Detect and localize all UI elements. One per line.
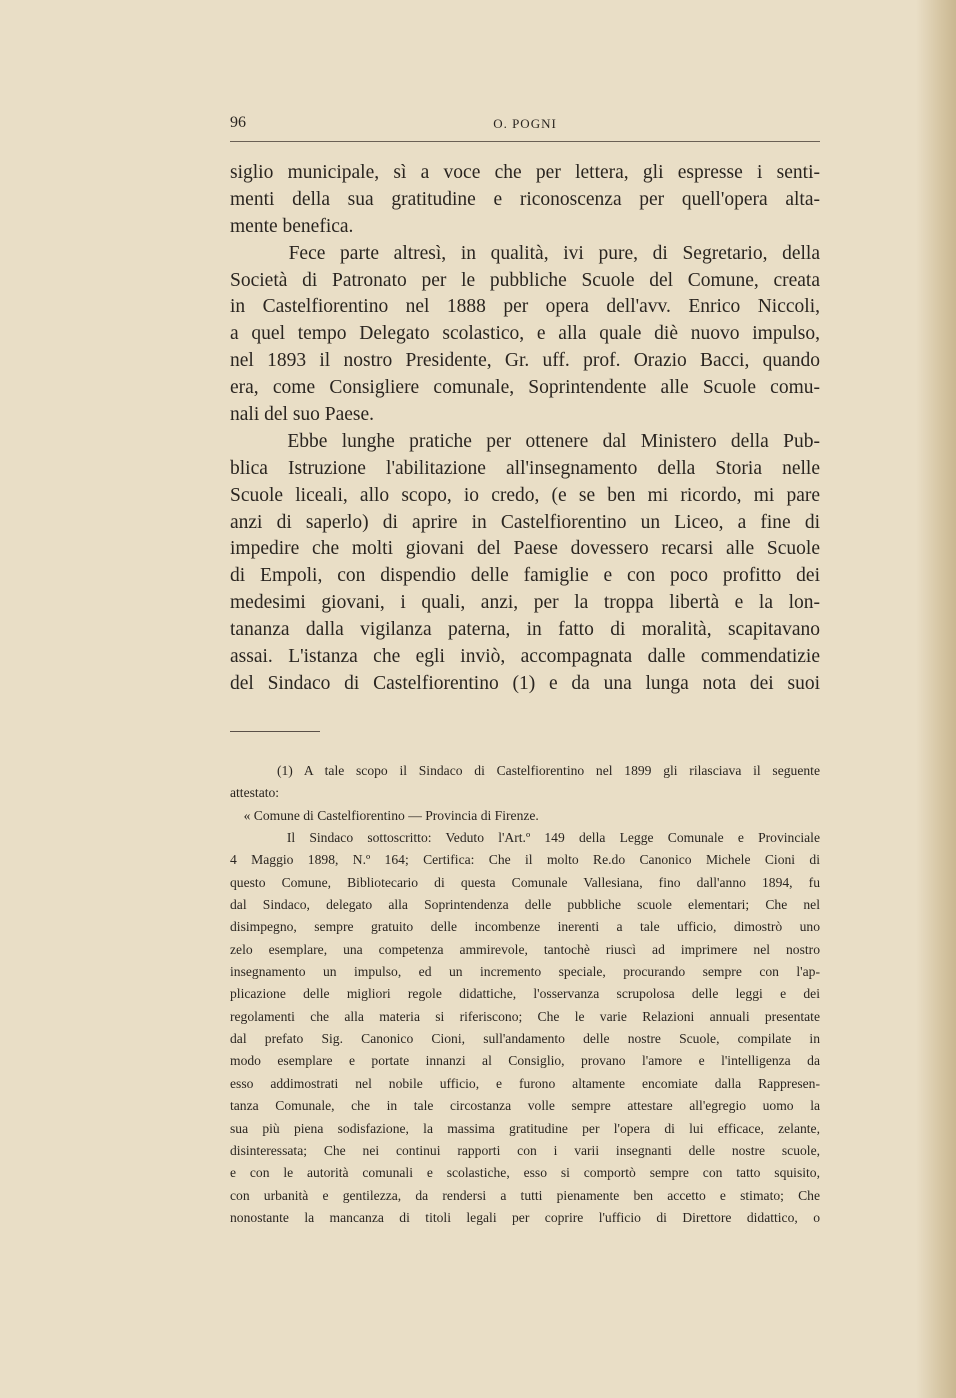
body-line: in Castelfiorentino nel 1888 per opera dell'avv. Enrico Niccoli, [230,296,820,318]
body-line: tananza dalla vigilanza paterna, in fatto di moralità, scapitavano [230,619,820,641]
body-line: di Empoli, con dispendio delle famiglie e con poco profitto dei [230,565,820,587]
footnote-line: modo esemplare e portate innanzi al Consiglio, provano l'amore e l'intelligenza da [230,1053,820,1069]
page-header [230,114,820,136]
body-line: Scuole liceali, allo scopo, io credo, (e se ben mi ricordo, mi pare [230,484,820,506]
body-text [230,160,820,698]
footnotes [230,760,820,1229]
footnote-line: zelo esemplare, una competenza ammirevole, tantochè riuscì ad imprimere nel nostro [230,941,820,957]
body-line: a quel tempo Delegato scolastico, e alla quale diè nuovo impulso, [230,323,820,345]
body-line: impedire che molti giovani del Paese dovessero recarsi alle Scuole [230,538,820,560]
footnote-line: 4 Maggio 1898, N.º 164; Certifica: Che il molto Re.do Canonico Michele Cioni di [230,852,820,868]
footnote-line: Il Sindaco sottoscritto: Veduto l'Art.º 149 della Legge Comunale e Provinciale [230,830,820,846]
footnote-line: insegnamento un impulso, ed un incremento speciale, procurando sempre con l'ap- [230,964,820,980]
footnote-line: disinteressata; Che nei continui rapporti con i varii insegnanti delle nostre scuole, [230,1142,820,1158]
body-line: mente benefica. [230,215,354,237]
footnote-line: « Comune di Castelfiorentino — Provincia di Firenze. [230,807,539,823]
footnote-line: con urbanità e gentilezza, da rendersi a tutti pienamente ben accetto e stimato; Che [230,1187,820,1203]
footnote-rule [230,731,320,732]
footnote-line: e con le autorità comunali e scolastiche, esso si comportò sempre con tatto squisito, [230,1165,820,1181]
page-number: 96 [230,114,246,131]
footnote-line: sua più piena sodisfazione, la massima gratitudine per l'opera di lui efficace, zelante, [230,1120,820,1136]
body-line: blica Istruzione l'abilitazione all'insegnamento della Storia nelle [230,457,820,479]
body-line: Società di Patronato per le pubbliche Scuole del Comune, creata [230,269,820,291]
footnote-line: tanza Comunale, che in tale circostanza volle sempre attestare all'egregio uomo la [230,1098,820,1114]
body-line: siglio municipale, sì a voce che per lettera, gli espresse i senti- [230,162,820,183]
body-line: Fece parte altresì, in qualità, ivi pure, di Segretario, della [230,242,820,264]
body-line: Ebbe lunghe pratiche per ottenere dal Ministero della Pub- [230,430,820,452]
footnote-line: questo Comune, Bibliotecario di questa Comunale Vallesiana, fino dall'anno 1894, fu [230,874,820,890]
footnote-line: (1) A tale scopo il Sindaco di Castelfiorentino nel 1899 gli rilasciava il seguente [230,763,820,778]
footnote-line: dal Sindaco, delegato alla Soprintendenza delle pubbliche scuole elementari; Che nel [230,897,820,913]
body-line: anzi di saperlo) di aprire in Castelfiorentino un Liceo, a fine di [230,511,820,533]
body-line: nel 1893 il nostro Presidente, Gr. uff. prof. Orazio Bacci, quando [230,350,820,372]
footnote-line: attestato: [230,785,280,801]
page-edge-shadow [916,0,956,1398]
footnote-line: disimpegno, sempre gratuito delle incombenze inerenti a tale ufficio, dimostrò uno [230,919,820,935]
footnote-line: plicazione delle migliori regole didattiche, l'osservanza scrupolosa delle leggi e dei [230,986,820,1002]
footnote-line: esso addimostrati nel nobile ufficio, e furono altamente encomiate dalla Rappresen- [230,1075,820,1091]
body-line: nali del suo Paese. [230,404,375,426]
footnote-line: nonostante la mancanza di titoli legali per coprire l'ufficio di Direttore didattico, o [230,1209,820,1225]
body-line: menti della sua gratitudine e riconoscenza per quell'opera alta- [230,188,820,210]
body-line: medesimi giovani, i quali, anzi, per la troppa libertà e la lon- [230,592,820,614]
running-head: O. POGNI [493,116,557,131]
footnote-line: dal prefato Sig. Canonico Cioni, sull'andamento delle nostre Scuole, compilate in [230,1031,820,1047]
body-line: assai. L'istanza che egli inviò, accompagnata dalle commendatizie [230,646,820,668]
body-line: era, come Consigliere comunale, Soprintendente alle Scuole comu- [230,377,820,399]
footnote-line: regolamenti che alla materia si riferiscono; Che le varie Relazioni annuali presentate [230,1008,820,1024]
body-line: del Sindaco di Castelfiorentino (1) e da una lunga nota dei suoi [230,672,820,694]
header-rule [230,141,820,142]
